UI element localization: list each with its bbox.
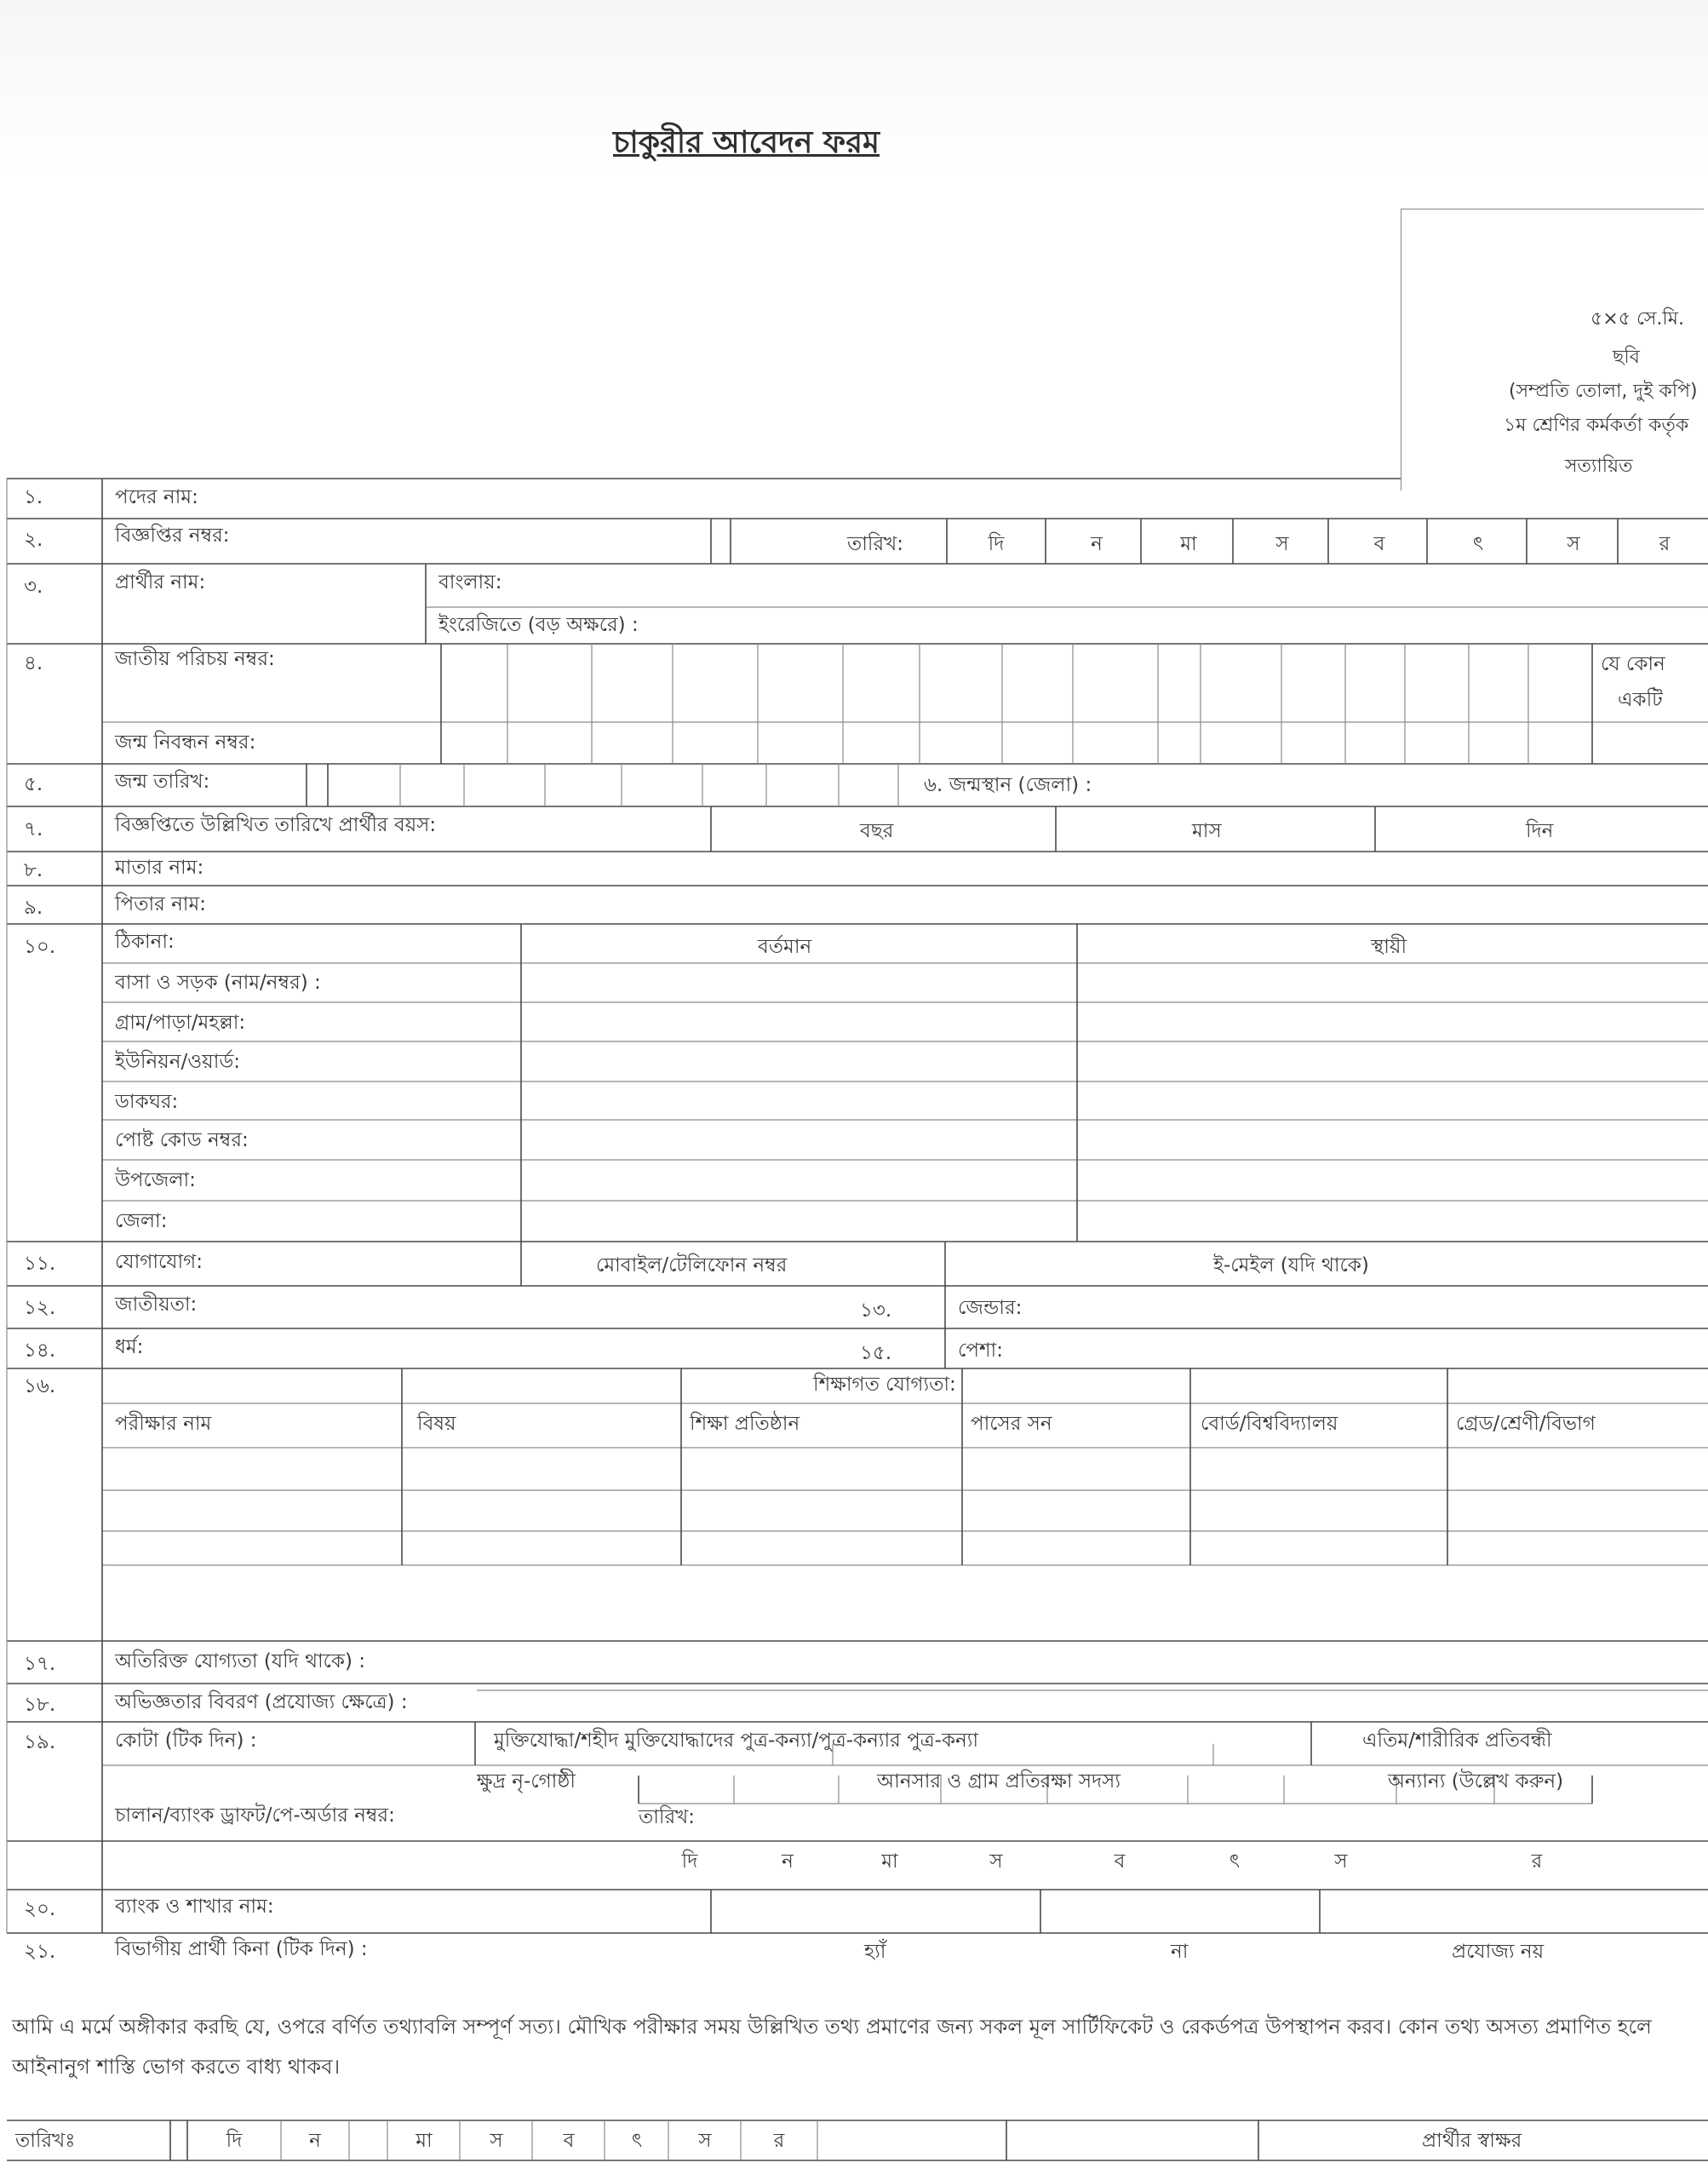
challan-date-char: র bbox=[1531, 1850, 1543, 1873]
row-9-number: ৯. bbox=[24, 897, 43, 919]
footer-date-char: মা bbox=[416, 2130, 433, 2152]
row-2-label: বিজ্ঞপ্তির নম্বর: bbox=[115, 525, 230, 547]
row-10-number: ১০. bbox=[24, 936, 56, 958]
row-3-number: ৩. bbox=[24, 576, 43, 598]
footer-date-char: দি bbox=[226, 2130, 243, 2152]
address-field-label: ডাকঘর: bbox=[115, 1091, 179, 1113]
row-17-number: ১৭. bbox=[24, 1653, 56, 1675]
either-note-2: একটি bbox=[1618, 689, 1663, 711]
footer-date-char: ন bbox=[309, 2130, 321, 2152]
photo-note-2: ১ম শ্রেণির কর্মকর্তা কর্তৃক bbox=[1504, 415, 1689, 436]
occupation-label: পেশা: bbox=[958, 1340, 1003, 1362]
row-2-date-char: ব bbox=[1373, 533, 1385, 555]
departmental-na: প্রযোজ্য নয় bbox=[1452, 1941, 1545, 1963]
quota-freedom-fighter: মুক্তিযোদ্ধা/শহীদ মুক্তিযোদ্ধাদের পুত্র-কন্যা/পুত্র-কন্যার পুত্র-কন্যা bbox=[494, 1730, 979, 1752]
row-14-number: ১৪. bbox=[24, 1340, 56, 1362]
row-2-number: ২. bbox=[24, 529, 43, 551]
row-21-number: ২১. bbox=[24, 1941, 56, 1963]
row-2-date-char: স bbox=[1275, 533, 1289, 555]
challan-date-char: দি bbox=[681, 1850, 698, 1873]
address-permanent-header: স্থায়ী bbox=[1371, 936, 1407, 958]
row-2-date-char: মা bbox=[1180, 533, 1197, 555]
edu-col-board: বোর্ড/বিশ্ববিদ্যালয় bbox=[1201, 1413, 1338, 1435]
photo-label: ছবি bbox=[1613, 347, 1640, 368]
age-year-label: বছর bbox=[860, 820, 894, 842]
address-present-header: বর্তমান bbox=[758, 936, 812, 958]
photo-note-3: সত্যায়িত bbox=[1565, 456, 1633, 477]
row-5-label: জন্ম তারিখ: bbox=[115, 771, 210, 793]
address-field-label: পোষ্ট কোড নম্বর: bbox=[115, 1129, 249, 1151]
birth-reg-label: জন্ম নিবন্ধন নম্বর: bbox=[115, 731, 256, 754]
row-5-number: ৫. bbox=[24, 773, 43, 795]
photo-size: ৫×৫ সে.মি. bbox=[1591, 308, 1684, 330]
footer-date-char: ৎ bbox=[631, 2130, 643, 2152]
declaration-text: আমি এ মর্মে অঙ্গীকার করছি যে, ওপরে বর্ণিত তথ্যাবলি সম্পূর্ণ সত্য। মৌখিক পরীক্ষার সময় উল্লিখিত তথ্য প্রমাণের জন্য সকল মূল সার্টিফিকেট ও রেকর্ডপত্র উপস্থাপন করব। কোন তথ্য অসত্য প্রমাণিত হলে আইনানুগ শাস্তি ভোগ করতে বাধ্য থাকব। bbox=[12, 2015, 1652, 2079]
address-field-label: উপজেলা: bbox=[115, 1169, 196, 1191]
departmental-yes: হ্যাঁ bbox=[864, 1941, 886, 1963]
row-8-label: মাতার নাম: bbox=[115, 857, 204, 879]
row-18-number: ১৮. bbox=[24, 1694, 56, 1716]
row-12-label: জাতীয়তা: bbox=[115, 1294, 198, 1316]
row-2-date-char: র bbox=[1659, 533, 1671, 555]
row-15-number: ১৫. bbox=[860, 1342, 892, 1364]
contact-phone-header: মোবাইল/টেলিফোন নম্বর bbox=[596, 1254, 788, 1276]
age-day-label: দিন bbox=[1526, 820, 1554, 842]
row-11-number: ১১. bbox=[24, 1253, 56, 1275]
row-10-label: ঠিকানা: bbox=[115, 931, 175, 953]
row-1-label: পদের নাম: bbox=[115, 486, 198, 508]
quota-others: অন্যান্য (উল্লেখ করুন) bbox=[1388, 1770, 1564, 1793]
row-2-date-char: ন bbox=[1091, 533, 1103, 555]
quota-orphan-disabled: এতিম/শারীরিক প্রতিবন্ধী bbox=[1362, 1730, 1552, 1752]
row-3-label: প্রার্থীর নাম: bbox=[115, 571, 206, 594]
quota-ansar: আনসার ও গ্রাম প্রতিরক্ষা সদস্য bbox=[877, 1770, 1121, 1793]
gender-label: জেন্ডার: bbox=[958, 1297, 1023, 1319]
challan-date-char: ৎ bbox=[1229, 1850, 1241, 1873]
footer-date-char: স bbox=[490, 2130, 503, 2152]
education-header: শিক্ষাগত যোগ্যতা: bbox=[813, 1374, 956, 1396]
edu-col-institution: শিক্ষা প্রতিষ্ঠান bbox=[690, 1413, 800, 1435]
row-16-number: ১৬. bbox=[24, 1375, 56, 1397]
footer-date-label: তারিখঃ bbox=[15, 2130, 76, 2152]
challan-date-char: মা bbox=[881, 1850, 898, 1873]
row-2-date-char: ৎ bbox=[1472, 533, 1484, 555]
row-11-label: যোগাযোগ: bbox=[115, 1251, 203, 1273]
challan-date-char: স bbox=[989, 1850, 1003, 1873]
applicant-signature-label: প্রার্থীর স্বাক্ষর bbox=[1422, 2130, 1522, 2152]
row-12-number: ১২. bbox=[24, 1297, 56, 1319]
row-2-date-label: তারিখ: bbox=[847, 533, 904, 555]
row-13-number: ১৩. bbox=[860, 1299, 892, 1322]
age-month-label: মাস bbox=[1192, 820, 1222, 842]
row-14-label: ধর্ম: bbox=[115, 1336, 144, 1358]
row-17-label: অতিরিক্ত যোগ্যতা (যদি থাকে) : bbox=[115, 1650, 366, 1672]
challan-date-char: স bbox=[1334, 1850, 1348, 1873]
row-19-label: কোটা (টিক দিন) : bbox=[115, 1730, 257, 1752]
photo-note-1: (সম্প্রতি তোলা, দুই কপি) bbox=[1509, 381, 1698, 402]
row-8-number: ৮. bbox=[24, 859, 43, 881]
challan-date-char: ন bbox=[782, 1850, 794, 1873]
row-7-label: বিজ্ঞপ্তিতে উল্লিখিত তারিখে প্রার্থীর বয়স: bbox=[115, 814, 437, 836]
row-7-number: ৭. bbox=[24, 818, 43, 840]
challan-date-label: তারিখ: bbox=[639, 1806, 696, 1828]
address-field-label: গ্রাম/পাড়া/মহল্লা: bbox=[115, 1012, 246, 1034]
address-field-label: জেলা: bbox=[115, 1210, 168, 1232]
challan-date-char: ব bbox=[1114, 1850, 1126, 1873]
address-field-label: বাসা ও সড়ক (নাম/নম্বর) : bbox=[115, 972, 321, 994]
form-title: চাকুরীর আবেদন ফরম bbox=[613, 125, 880, 160]
edu-col-year: পাসের সন bbox=[971, 1413, 1052, 1435]
name-bangla-label: বাংলায়: bbox=[438, 571, 502, 594]
row-18-label: অভিজ্ঞতার বিবরণ (প্রযোজ্য ক্ষেত্রে) : bbox=[115, 1691, 408, 1713]
row-2-date-char: স bbox=[1567, 533, 1580, 555]
birthplace-label: ৬. জন্মস্থান (জেলা) : bbox=[924, 774, 1092, 796]
challan-label: চালান/ব্যাংক ড্রাফট/পে-অর্ডার নম্বর: bbox=[115, 1804, 395, 1827]
row-2-date-char: দি bbox=[988, 533, 1005, 555]
quota-ethnic: ক্ষুদ্র নৃ-গোষ্ঠী bbox=[477, 1770, 576, 1793]
either-note-1: যে কোন bbox=[1601, 653, 1665, 675]
row-9-label: পিতার নাম: bbox=[115, 893, 206, 915]
row-21-label: বিভাগীয় প্রার্থী কিনা (টিক দিন) : bbox=[115, 1938, 368, 1960]
edu-col-grade: গ্রেড/শ্রেণী/বিভাগ bbox=[1456, 1413, 1596, 1435]
row-20-label: ব্যাংক ও শাখার নাম: bbox=[115, 1896, 274, 1918]
address-field-label: ইউনিয়ন/ওয়ার্ড: bbox=[115, 1051, 241, 1073]
departmental-no: না bbox=[1171, 1941, 1189, 1963]
row-20-number: ২০. bbox=[24, 1898, 56, 1920]
edu-col-subject: বিষয় bbox=[417, 1413, 456, 1435]
contact-email-header: ই-মেইল (যদি থাকে) bbox=[1213, 1254, 1369, 1276]
edu-col-exam: পরীক্ষার নাম bbox=[115, 1413, 212, 1435]
row-4-number: ৪. bbox=[24, 652, 43, 674]
footer-date-char: ব bbox=[563, 2130, 575, 2152]
name-english-label: ইংরেজিতে (বড় অক্ষরে) : bbox=[438, 614, 639, 636]
row-4-label: জাতীয় পরিচয় নম্বর: bbox=[115, 648, 275, 670]
footer-date-char: র bbox=[773, 2130, 785, 2152]
row-19-number: ১৯. bbox=[24, 1731, 56, 1753]
row-1-number: ১. bbox=[24, 486, 43, 508]
footer-date-char: স bbox=[698, 2130, 712, 2152]
